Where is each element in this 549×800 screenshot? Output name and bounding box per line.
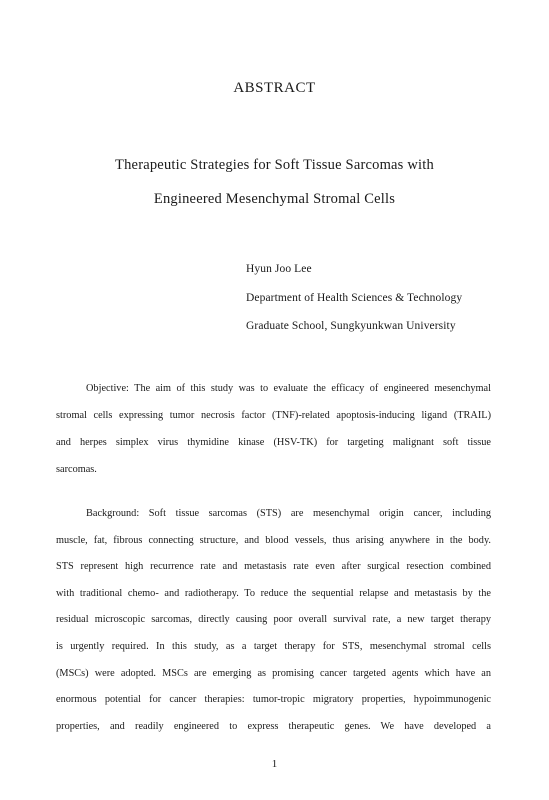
- background-line: is urgently required. In this study, as a target therapy for STS, mesenchymal stromal cells: [56, 641, 491, 652]
- author-name: Hyun Joo Lee: [246, 263, 312, 275]
- background-line: Background: Soft tissue sarcomas (STS) are mesenchymal origin cancer, including: [86, 508, 491, 519]
- objective-line: and herpes simplex virus thymidine kinase (HSV-TK) for targeting malignant soft tissue: [56, 437, 491, 448]
- author-department: Department of Health Sciences & Technology: [246, 292, 463, 304]
- objective-line: Objective: The aim of this study was to evaluate the efficacy of engineered mesenchymal: [86, 383, 491, 394]
- background-line: enormous potential for cancer therapies: tumor-tropic migratory properties, hypoimmunogenic: [56, 694, 491, 705]
- background-line: properties, and readily engineered to express therapeutic genes. We have developed a: [56, 721, 491, 732]
- title-line-2: Engineered Mesenchymal Stromal Cells: [153, 191, 396, 207]
- author-school: Graduate School, Sungkyunkwan University: [246, 320, 456, 332]
- background-line: with traditional chemo- and radiotherapy. To reduce the sequential relapse and metastasis by the: [56, 588, 491, 599]
- objective-line: sarcomas.: [56, 464, 97, 475]
- background-line: residual microscopic sarcomas, directly causing poor overall survival rate, a new target therapy: [56, 614, 491, 625]
- background-line: muscle, fat, fibrous connecting structure, and blood vessels, thus arising anywhere in the body.: [56, 535, 491, 546]
- page-number: 1: [271, 758, 278, 770]
- objective-line: stromal cells expressing tumor necrosis factor (TNF)-related apoptosis-inducing ligand (TRAIL): [56, 410, 491, 421]
- background-line: STS represent high recurrence rate and metastasis rate even after surgical resection combined: [56, 561, 491, 572]
- title-line-1: Therapeutic Strategies for Soft Tissue Sarcomas with: [115, 157, 434, 173]
- background-line: (MSCs) were adopted. MSCs are emerging as promising cancer targeted agents which have an: [56, 668, 491, 679]
- abstract-heading: ABSTRACT: [233, 80, 316, 96]
